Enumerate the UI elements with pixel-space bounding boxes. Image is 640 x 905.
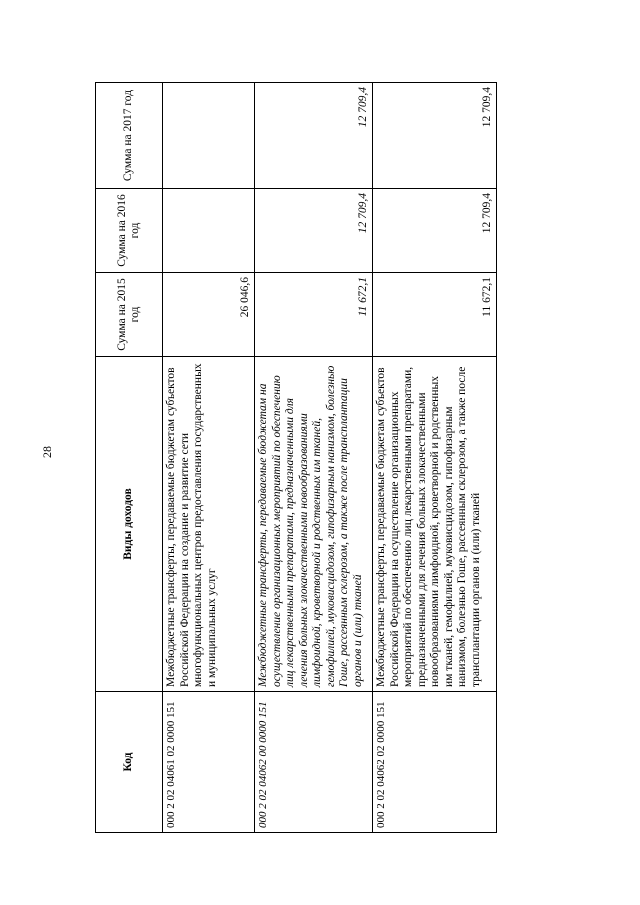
row-sum-2015: 11 672,1 — [373, 273, 497, 357]
income-table — [95, 82, 497, 833]
row-code: 000 2 02 04061 02 0000 151 — [163, 692, 255, 833]
row-code: 000 2 02 04062 02 0000 151 — [373, 692, 497, 833]
rotated-page — [95, 83, 493, 833]
header-sum-2017: Сумма на 2017 год — [96, 83, 163, 189]
row-sum-2015: 11 672,1 — [255, 273, 373, 357]
row-sum-2016: 12 709,4 — [255, 189, 373, 273]
rotated-page-content — [95, 83, 493, 833]
header-sum-2015: Сумма на 2015 год — [96, 273, 163, 357]
table-row — [255, 83, 373, 833]
row-kind: Межбюджетные трансферты, передаваемые бюджетам субъектов Российской Федерации на осуществление организационных мероприятий по обеспечению лиц лекарственными препаратами, предназначенными для лечения больных злокачественными новообразованиями лимфоидной, кроветворной и родственных им тканей, гемофилией, муковисцидозом, гипофизарным нанизмом, болезнью Гоше, рассеянным склерозом, а также после трансплантации органов и (или) тканей — [373, 357, 497, 692]
table-header-row — [96, 83, 163, 833]
row-kind: Межбюджетные трансферты, передаваемые бюджетам субъектов Российской Федерации на создание и развитие сети многофункциональных центров предоставления государственных и муниципальных услуг — [163, 357, 255, 692]
row-sum-2017: 12 709,4 — [255, 83, 373, 189]
row-sum-2016 — [163, 189, 255, 273]
header-kind: Виды доходов — [96, 357, 163, 692]
header-code: Код — [96, 692, 163, 833]
table-row — [163, 83, 255, 833]
row-code: 000 2 02 04062 00 0000 151 — [255, 692, 373, 833]
row-sum-2016: 12 709,4 — [373, 189, 497, 273]
row-sum-2017 — [163, 83, 255, 189]
header-sum-2016: Сумма на 2016 год — [96, 189, 163, 273]
row-sum-2017: 12 709,4 — [373, 83, 497, 189]
page-number: 28 — [40, 446, 54, 458]
table-row — [373, 83, 497, 833]
row-sum-2015: 26 046,6 — [163, 273, 255, 357]
row-kind: Межбюджетные трансферты, передаваемые бюджетам на осуществление организационных мероприятий по обеспечению лиц лекарственными препаратами, предназначенными для лечения больных злокачественными новообразованиями лимфоидной, кроветворной и родственных им тканей, гемофилией, муковисцидозом, гипофизарным нанизмом, болезнью Гоше, рассеянным склерозом, а также после трансплантации органов и (или) тканей — [255, 357, 373, 692]
